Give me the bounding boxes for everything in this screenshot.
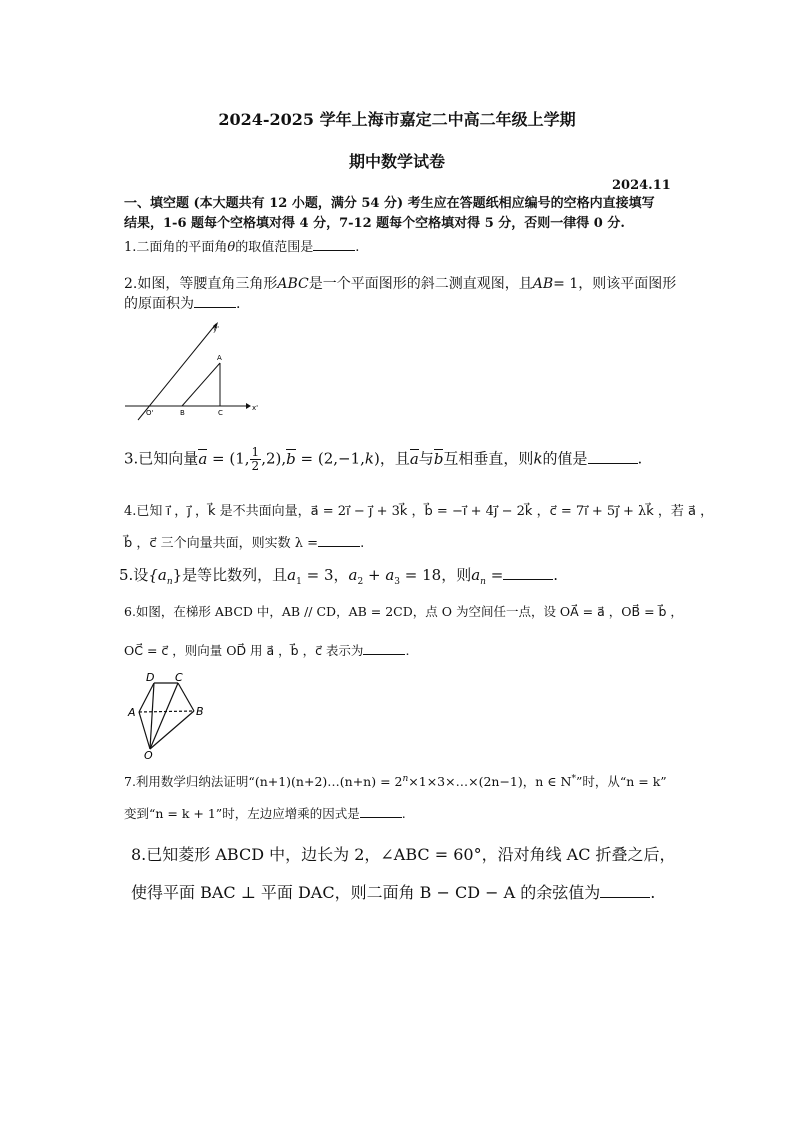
q5-plus: +: [363, 566, 386, 584]
q2-triangle-name: ABC: [277, 276, 309, 292]
exam-subtitle: 期中数学试卷: [348, 152, 445, 171]
q3-text-5: )，且: [373, 449, 410, 468]
q2-answer-blank[interactable]: [194, 295, 236, 308]
q5-a1-sub: 1: [296, 577, 302, 587]
q6-edge-co: [150, 683, 178, 749]
q5-a3: a: [385, 566, 395, 584]
question-4: 4.已知 i⃗ ，j⃗ ，k⃗ 是不共面向量，a⃗ = 2i⃗ − j⃗ + 3k⃗ ，b⃗ = −i⃗ + 4j⃗ − 2k⃗ ，c⃗ = 7i⃗ + 5j⃗ + λk⃗ ，若 a⃗ ，: [124, 504, 714, 519]
question-4-line2: [124, 532, 364, 551]
q5-a1: a: [287, 566, 297, 584]
q6-text: OC⃗ = c⃗ ，则向量 OD⃗ 用 a⃗ ，b⃗ ，c⃗ 表示为: [124, 643, 364, 658]
q3-fraction: [250, 446, 262, 473]
q2-segment: AB: [532, 276, 554, 292]
q2-origin-label: O': [146, 409, 154, 417]
q6-point-d-label: D: [146, 671, 155, 684]
q3-vector-a-2: a: [409, 449, 419, 468]
q5-seq-close: }: [172, 566, 183, 584]
q5-text-2: 是等比数列，且: [182, 566, 288, 584]
exam-title: 2024-2025 学年上海市嘉定二中高二年级上学期: [218, 110, 576, 129]
q4-text: b⃗ ，c⃗ 三个向量共面，则实数 λ =: [124, 536, 319, 551]
question-5: [119, 564, 558, 587]
q5-a3-sub: 3: [394, 577, 400, 587]
q6-figure: [124, 670, 216, 760]
q6-point-c-label: C: [175, 671, 183, 684]
q1-period: .: [355, 240, 360, 255]
q6-point-o-label: O: [144, 749, 153, 760]
q3-text-8: 的值是: [542, 449, 588, 468]
question-3: [124, 446, 642, 473]
q3-text-7: 互相垂直，则: [443, 449, 534, 468]
q5-a2: a: [348, 566, 358, 584]
q5-an: a: [471, 566, 481, 584]
q8-period: .: [650, 883, 656, 902]
question-1: [124, 236, 359, 255]
q3-vector-b-2: b: [433, 449, 444, 468]
q5-seq-open: {a: [148, 566, 167, 584]
q5-text-3: = 3，: [301, 566, 349, 584]
q2-figure: [120, 318, 260, 428]
q3-text-4: = (2,−1,: [295, 449, 365, 468]
q5-text-1: 5.设: [119, 566, 149, 584]
q2-text-2: 是一个平面图形的斜二测直观图，且: [308, 276, 533, 292]
q2-text-1: 2.如图，等腰直角三角形: [124, 276, 278, 292]
q6-edge-bo: [150, 711, 194, 749]
q8-text: 使得平面 BAC ⊥ 平面 DAC，则二面角 B − CD − A 的余弦值为: [131, 883, 601, 902]
q3-answer-blank[interactable]: [588, 451, 638, 464]
question-8-line2: [131, 880, 655, 903]
q2-point-a-label: A: [217, 354, 222, 362]
q6-answer-blank[interactable]: [363, 642, 405, 655]
q1-theta: θ: [227, 240, 236, 255]
q2-side-ba: [182, 363, 220, 406]
q5-an-sub: n: [480, 577, 486, 587]
q6-edge-ao: [139, 712, 150, 749]
question-7-line2: [124, 804, 406, 822]
q3-text-1: 3.已知向量: [124, 449, 199, 468]
q2-point-b-label: B: [180, 409, 185, 417]
q6-period: .: [405, 643, 410, 658]
q3-vector-b: b: [286, 449, 296, 468]
q7-answer-blank[interactable]: [360, 805, 402, 818]
q2-y-label: y': [213, 325, 220, 333]
q5-seq-sub: n: [166, 577, 173, 587]
q3-text-6: 与: [418, 449, 434, 468]
q4-period: .: [360, 536, 365, 551]
q6-point-a-label: A: [128, 706, 136, 719]
q3-period: .: [637, 449, 643, 468]
question-2-line2: [124, 293, 240, 313]
q2-period: .: [236, 296, 241, 312]
q3-frac-den: 2: [251, 459, 260, 473]
q3-k: k: [364, 449, 374, 468]
q7-text-4: 变到“n = k + 1”时，左边应增乘的因式是: [124, 806, 360, 821]
q7-text-1: 7.利用数学归纳法证明“(n+1)(n+2)…(n+n) = 2: [124, 774, 403, 789]
q2-text-4: 的原面积为: [124, 296, 194, 312]
q7-exponent: n: [402, 773, 409, 784]
question-8: 8.已知菱形 ABCD 中，边长为 2，∠ABC = 60°，沿对角线 AC 折叠之后，: [131, 845, 676, 864]
q8-answer-blank[interactable]: [600, 885, 650, 898]
question-7: [124, 772, 667, 790]
q2-x-arrow-icon: [246, 403, 251, 409]
q5-answer-blank[interactable]: [503, 567, 553, 580]
q5-equals: =: [485, 566, 504, 584]
q7-star: *: [571, 773, 576, 784]
q1-text: 1.二面角的平面角: [124, 240, 228, 255]
q5-period: .: [553, 566, 559, 584]
q6-point-b-label: B: [196, 705, 204, 718]
q3-vector-a: a: [198, 449, 208, 468]
q3-k-2: k: [533, 449, 543, 468]
section-intro-line1: 一、填空题 (本大题共有 12 小题，满分 54 分) 考生应在答题纸相应编号的空格内直接填写: [124, 196, 655, 211]
q3-text-3: ,2),: [261, 449, 287, 468]
q7-period: .: [401, 806, 406, 821]
q3-text-2: = (1,: [207, 449, 250, 468]
q6-edge-do: [150, 683, 154, 749]
q6-edge-cb: [178, 683, 194, 711]
section-intro: [124, 194, 684, 234]
q5-text-4: = 18，则: [400, 566, 472, 584]
q3-frac-num: 1: [251, 445, 260, 459]
question-6: 6.如图，在梯形 ABCD 中，AB // CD，AB = 2CD，点 O 为空间任一点，设 OA⃗ = a⃗ ，OB⃗ = b⃗ ，: [124, 604, 683, 619]
q1-text-2: 的取值范围是: [235, 240, 314, 255]
question-2: [124, 273, 676, 293]
q2-x-label: x': [252, 404, 259, 412]
question-6-line2: [124, 641, 409, 659]
section-intro-line2: 结果，1-6 题每个空格填对得 4 分，7-12 题每个空格填对得 5 分，否则一律得 0 分.: [124, 216, 625, 231]
q2-point-c-label: C: [218, 409, 223, 417]
q7-text-2: ×1×3×…×(2n−1)，n ∈ N: [408, 774, 572, 789]
q6-edge-da: [139, 683, 154, 712]
q4-answer-blank[interactable]: [318, 534, 360, 547]
q1-answer-blank[interactable]: [313, 238, 355, 251]
q7-text-3: ”时，从“n = k”: [575, 774, 667, 789]
q5-a2-sub: 2: [357, 577, 364, 587]
q2-text-3: = 1，则该平面图形: [553, 276, 677, 292]
exam-date: 2024.11: [612, 178, 671, 193]
